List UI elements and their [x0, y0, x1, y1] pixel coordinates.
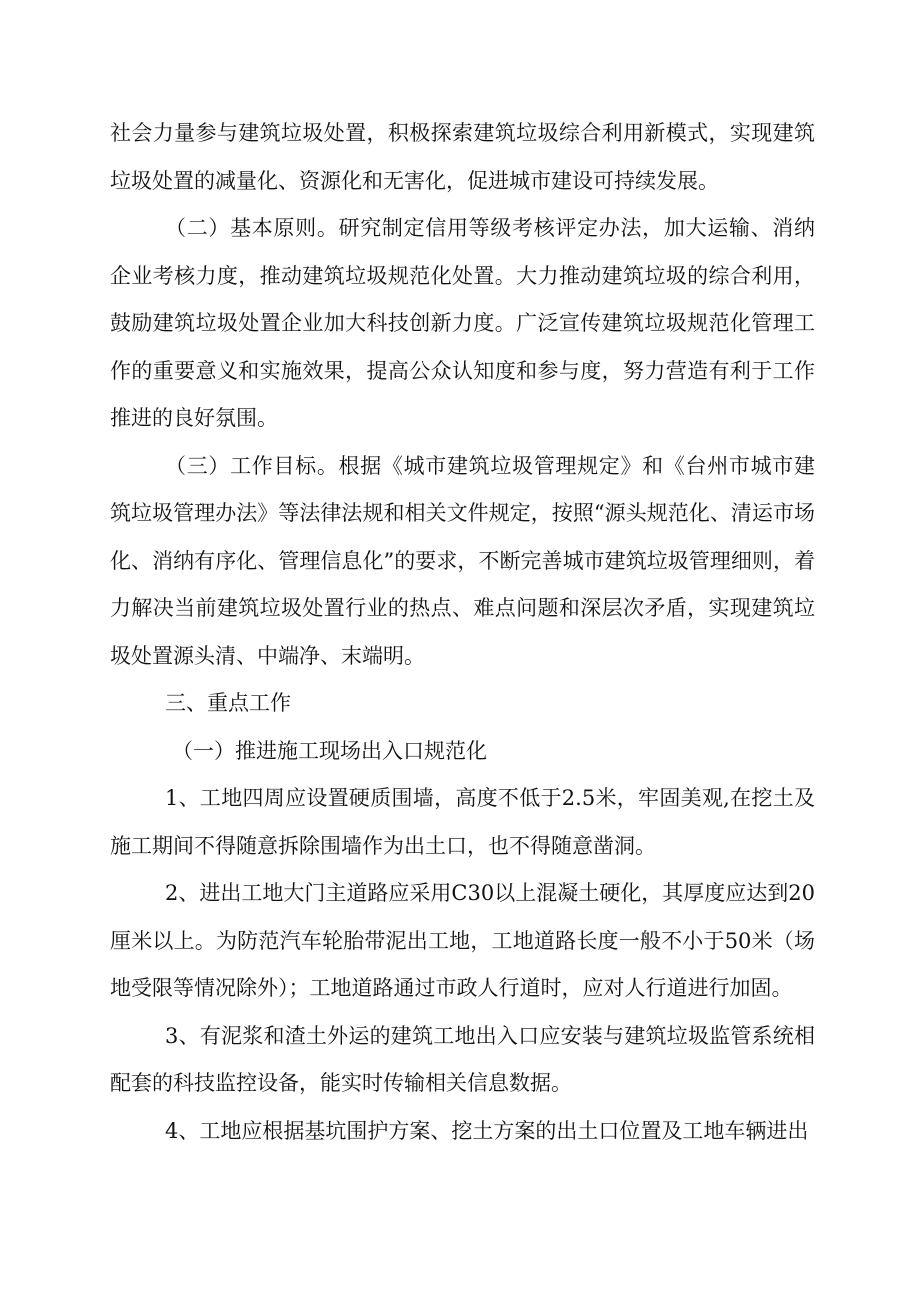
list-item-4: 4、工地应根据基坑围护方案、挖土方案的出土口位置及工地车辆进出	[165, 1118, 809, 1143]
subsection-heading-entrance-standardization: （一）推进施工现场出入口规范化	[172, 738, 487, 763]
section-heading-key-work: 三、重点工作	[165, 691, 291, 715]
list-item-2: 2、进出工地大门主道路应采用C30以上混凝土硬化，其厚度应达到20厘米以上。为防范汽车轮胎带泥出工地，工地道路长度一般不小于50米（场地受限等情况除外）；工地道路通过市政人行道时，应对人行道进行加固。	[110, 881, 815, 1000]
document-body	[110, 110, 815, 1155]
paragraph-continuation: 社会力量参与建筑垃圾处置，积极探索建筑垃圾综合利用新模式，实现建筑垃圾处置的减量化、资源化和无害化，促进城市建设可持续发展。	[110, 121, 815, 193]
list-item-1: 1、工地四周应设置硬质围墙，高度不低于2.5米，牢固美观,在挖土及施工期间不得随意拆除围墙作为出土口，也不得随意凿洞。	[110, 786, 815, 858]
list-item-3: 3、有泥浆和渣土外运的建筑工地出入口应安装与建筑垃圾监管系统相配套的科技监控设备，能实时传输相关信息数据。	[110, 1023, 815, 1095]
paragraph-basic-principles: （二）基本原则。研究制定信用等级考核评定办法，加大运输、消纳企业考核力度，推动建筑垃圾规范化处置。大力推动建筑垃圾的综合利用，鼓励建筑垃圾处置企业加大科技创新力度。广泛宣传建筑垃圾规范化管理工作的重要意义和实施效果，提高公众认知度和参与度，努力营造有利于工作推进的良好氛围。	[110, 216, 815, 430]
paragraph-work-goals: （三）工作目标。根据《城市建筑垃圾管理规定》和《台州市城市建筑垃圾管理办法》等法律法规和相关文件规定，按照“源头规范化、清运市场化、消纳有序化、管理信息化”的要求，不断完善城市建筑垃圾管理细则，着力解决当前建筑垃圾处置行业的热点、难点问题和深层次矛盾，实现建筑垃圾处置源头清、中端净、末端明。	[110, 453, 815, 668]
